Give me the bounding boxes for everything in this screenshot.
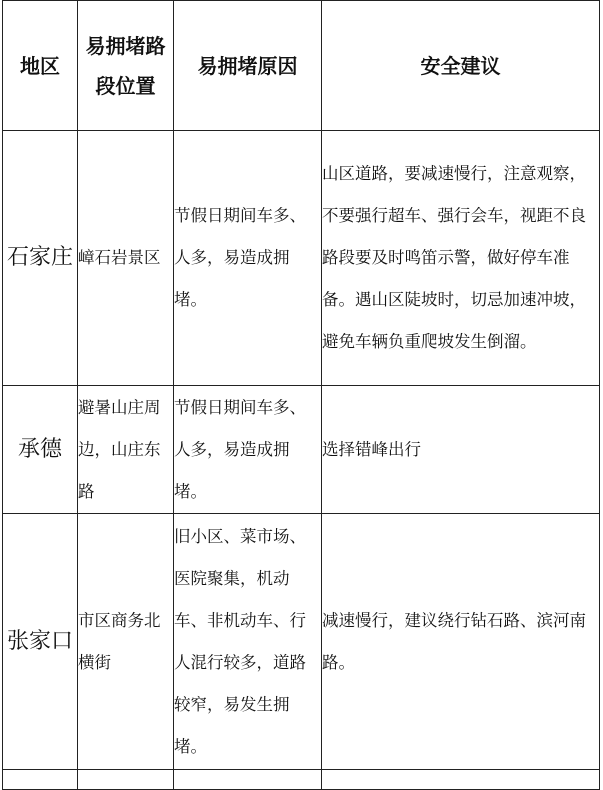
congestion-table xyxy=(2,0,600,790)
cell-reason: 旧小区、菜市场、医院聚集，机动车、非机动车、行人混行较多，道路较窄，易发生拥堵。 xyxy=(174,514,322,770)
cell-region: 张家口 xyxy=(3,514,78,770)
cell-reason: 节假日期间车多、人多，易造成拥堵。 xyxy=(174,131,322,386)
header-location: 易拥堵路段位置 xyxy=(78,1,174,131)
cell-location: 嶂石岩景区 xyxy=(78,131,174,386)
table-row xyxy=(3,131,600,386)
cell-advice: 选择错峰出行 xyxy=(322,386,600,514)
table-row xyxy=(3,514,600,770)
cell-location: 市区商务北横街 xyxy=(78,514,174,770)
table-header-row xyxy=(3,1,600,131)
header-reason: 易拥堵原因 xyxy=(174,1,322,131)
cell-location: 避暑山庄周边，山庄东路 xyxy=(78,386,174,514)
cell-advice: 山区道路，要减速慢行，注意观察，不要强行超车、强行会车，视距不良路段要及时鸣笛示警，做好停车准备。遇山区陡坡时，切忌加速冲坡，避免车辆负重爬坡发生倒溜。 xyxy=(322,131,600,386)
cell-reason: 节假日期间车多、人多，易造成拥堵。 xyxy=(174,386,322,514)
cell-advice: 减速慢行，建议绕行钻石路、滨河南路。 xyxy=(322,514,600,770)
cell-region: 石家庄 xyxy=(3,131,78,386)
header-advice: 安全建议 xyxy=(322,1,600,131)
table-row xyxy=(3,386,600,514)
header-region: 地区 xyxy=(3,1,78,131)
cell-region: 承德 xyxy=(3,386,78,514)
